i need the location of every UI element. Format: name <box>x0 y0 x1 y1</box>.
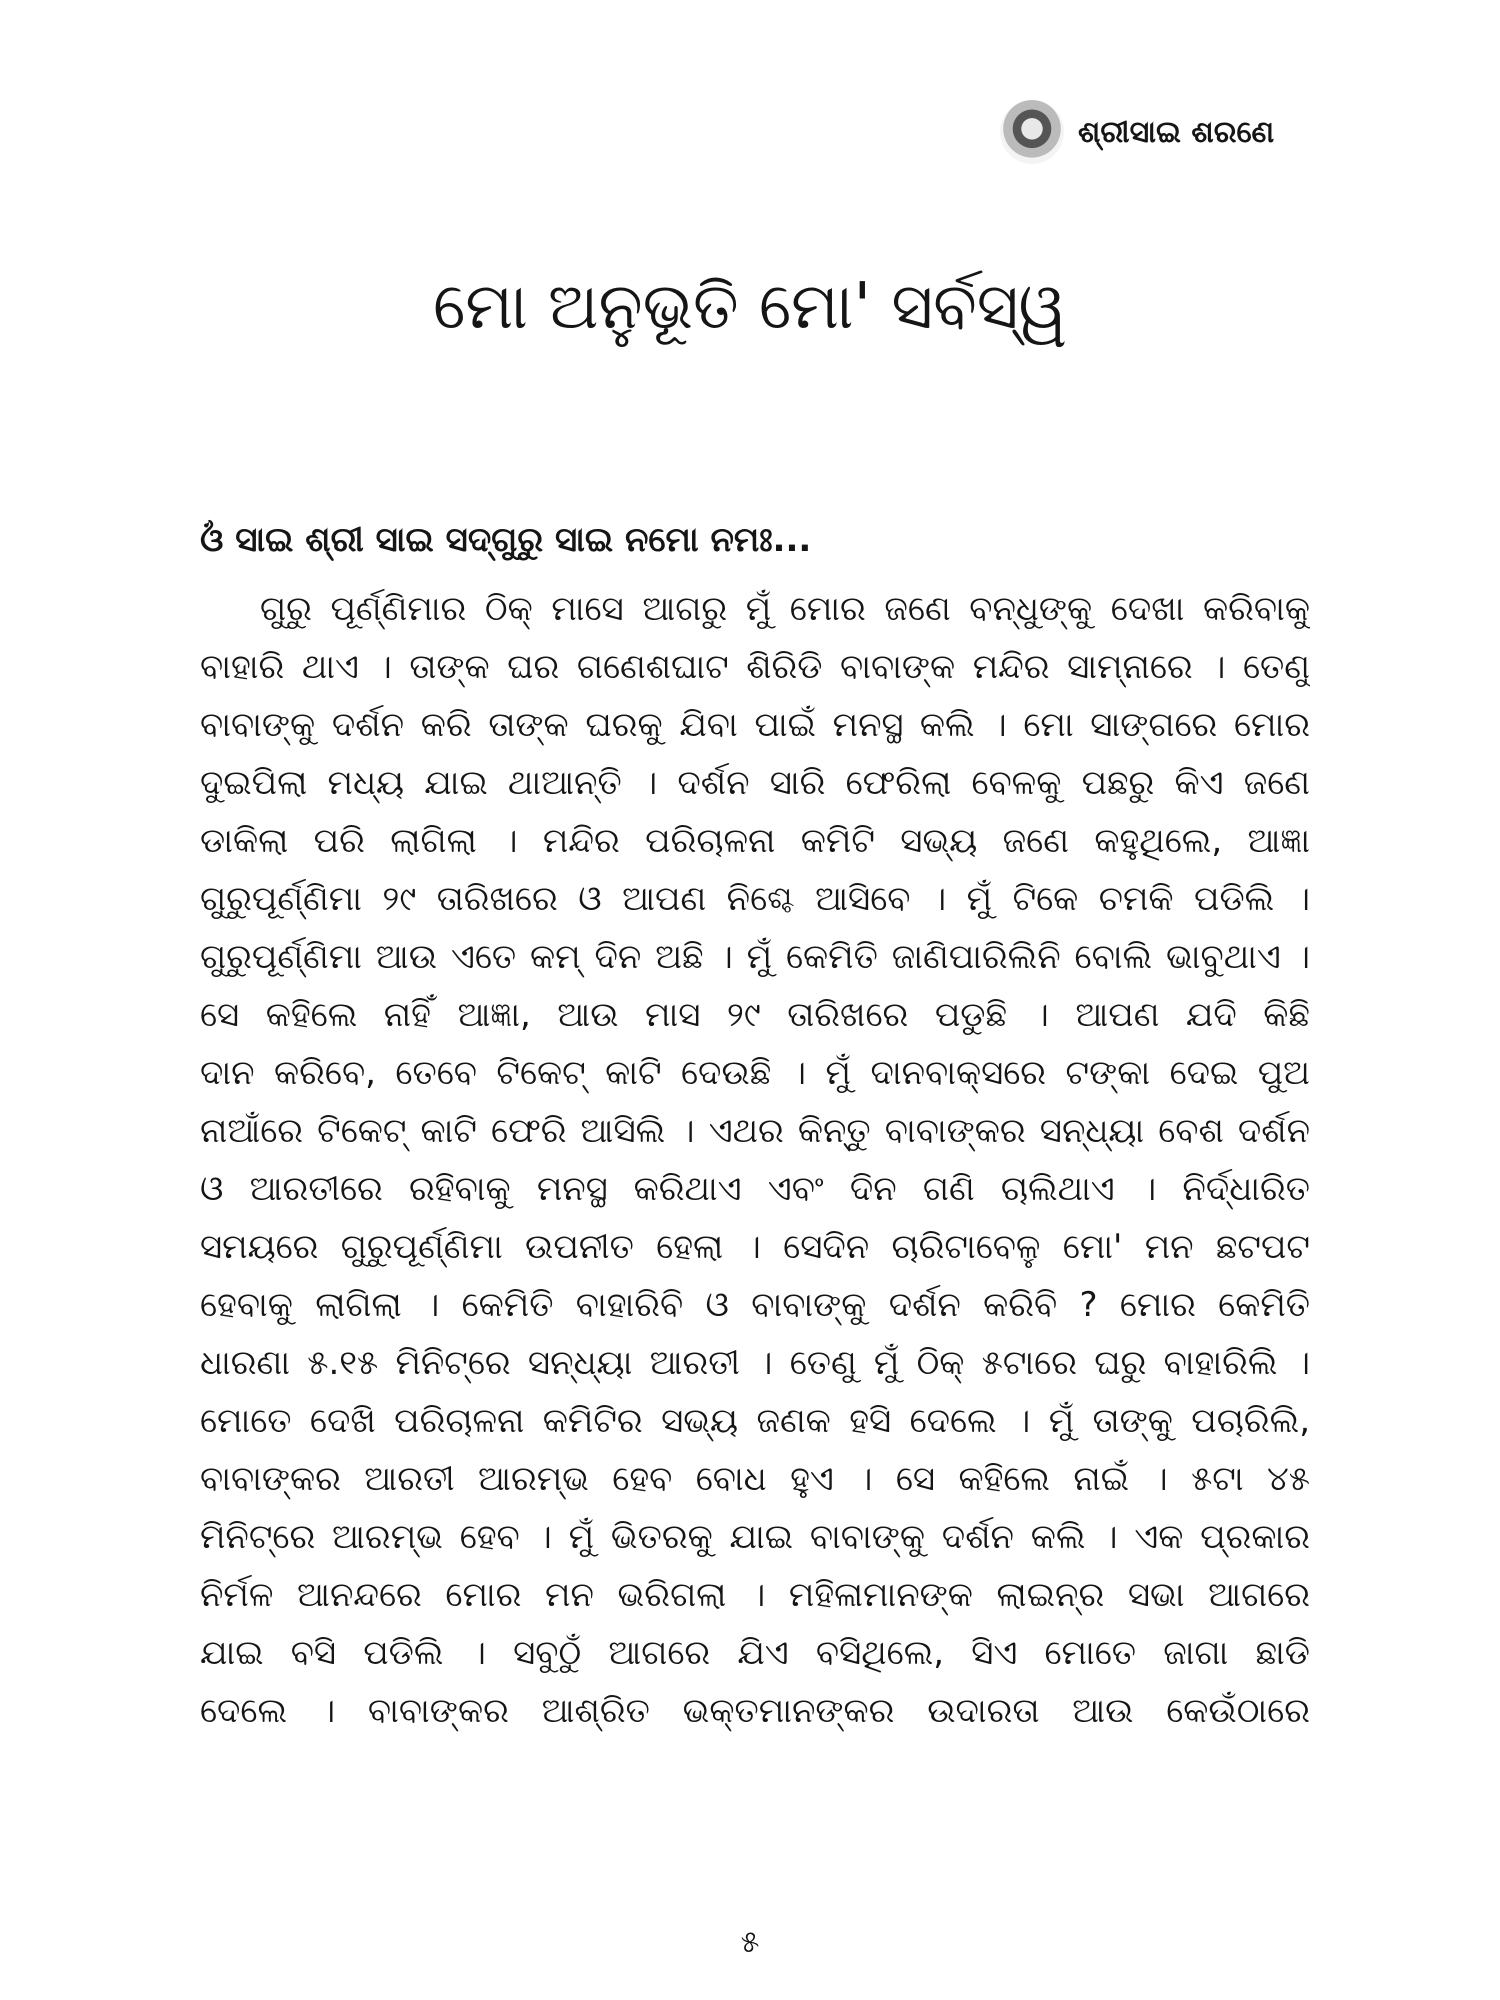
text-line: ଓ ଆରତୀରେ ରହିବାକୁ ମନସ୍ଥ କରିଥାଏ ଏବଂ ଦିନ ଗଣି ଚାଲିଥାଏ । ନିର୍ଦ୍ଧାରିତ <box>200 1169 1310 1209</box>
header-text: ଶ୍ରୀସାଇ ଶରଣେ <box>1078 114 1275 150</box>
text-line: ଗୁରୁପୂର୍ଣ୍ଣିମା ଆଉ ଏତେ କମ୍ ଦିନ ଅଛି । ମୁଁ କେମିତି ଜାଣିପାରିଲିନି ବୋଲି ଭାବୁଥାଏ । <box>200 937 1310 977</box>
text-line: ଯାଇ ବସି ପଡିଲି । ସବୁଠୁଁ ଆଗରେ ଯିଏ ବସିଥିଲେ, ସିଏ ମୋତେ ଜାଗା ଛାଡି <box>200 1633 1310 1673</box>
text-line: ଗୁରୁ ପୂର୍ଣ୍ଣିମାର ଠିକ୍ ମାସେ ଆଗରୁ ମୁଁ ମୋର ଜଣେ ବନ୍ଧୁଙ୍କୁ ଦେଖା କରିବାକୁ <box>260 589 1310 629</box>
invocation-line: ଓଁ ସାଇ ଶ୍ରୀ ସାଇ ସଦ୍‌ଗୁରୁ ସାଇ ନମୋ ନମଃ... <box>200 520 812 560</box>
text-line: ଡାକିଲା ପରି ଲାଗିଲା । ମନ୍ଦିର ପରିଚାଳନା କମିଟି ସଭ୍ୟ ଜଣେ କହୁଥିଲେ, ଆଜ୍ଞା <box>200 821 1310 861</box>
text-line: ହେବାକୁ ଲାଗିଲା । କେମିତି ବାହାରିବି ଓ ବାବାଙ୍କୁ ଦର୍ଶନ କରିବି ? ମୋର କେମିତି <box>200 1285 1310 1325</box>
sai-baba-portrait-icon <box>1000 100 1064 164</box>
text-line: ବାବାଙ୍କର ଆରତୀ ଆରମ୍ଭ ହେବ ବୋଧ ହୁଏ । ସେ କହିଲେ ନାଇଁ । ୫ଟା ୪୫ <box>200 1459 1310 1499</box>
text-line: ସମୟରେ ଗୁରୁପୂର୍ଣ୍ଣିମା ଉପନୀତ ହେଲା । ସେଦିନ ଚାରିଟାବେଳୁ ମୋ' ମନ ଛଟପଟ <box>200 1227 1310 1267</box>
text-line: ଦାନ କରିବେ, ତେବେ ଟିକେଟ୍ କାଟି ଦେଉଛି । ମୁଁ ଦାନବାକ୍ସରେ ଟଙ୍କା ଦେଇ ପୁଅ <box>200 1053 1310 1093</box>
running-header <box>1000 100 1274 164</box>
text-line: ବାବାଙ୍କୁ ଦର୍ଶନ କରି ତାଙ୍କ ଘରକୁ ଯିବା ପାଇଁ ମନସ୍ଥ କଲି । ମୋ ସାଙ୍ଗରେ ମୋର <box>200 705 1310 745</box>
text-line: ସେ କହିଲେ ନାହିଁ ଆଜ୍ଞା, ଆଉ ମାସ ୨୯ ତାରିଖରେ ପଡୁଛି । ଆପଣ ଯଦି କିଛି <box>200 995 1310 1035</box>
text-line: ଦେଲେ । ବାବାଙ୍କର ଆଶ୍ରିତ ଭକ୍ତମାନଙ୍କର ଉଦାରତା ଆଉ କେଉଁଠାରେ <box>200 1691 1310 1731</box>
body-text <box>200 580 1310 1740</box>
page-title: ମୋ ଅନୁଭୂତି ମୋ' ସର୍ବସ୍ୱ <box>433 270 1067 344</box>
text-line: ନାଆଁରେ ଟିକେଟ୍ କାଟି ଫେରି ଆସିଲି । ଏଥର କିନ୍ତୁ ବାବାଙ୍କର ସନ୍ଧ୍ୟା ବେଶ ଦର୍ଶନ <box>200 1111 1310 1151</box>
text-line: ଦୁଇପିଲା ମଧ୍ୟ ଯାଇ ଥାଆନ୍ତି । ଦର୍ଶନ ସାରି ଫେରିଲା ବେଳକୁ ପଛରୁ କିଏ ଜଣେ <box>200 763 1310 803</box>
text-line: ଧାରଣା ୫.୧୫ ମିନିଟ୍‌ରେ ସନ୍ଧ୍ୟା ଆରତୀ । ତେଣୁ ମୁଁ ଠିକ୍ ୫ଟାରେ ଘରୁ ବାହାରିଲି । <box>200 1343 1310 1383</box>
text-line: ନିର୍ମଳ ଆନନ୍ଦରେ ମୋର ମନ ଭରିଗଲା । ମହିଳାମାନଙ୍କ ଲାଇନ୍‌ର ସଭା ଆଗରେ <box>200 1575 1310 1615</box>
text-line: ବାହାରି ଥାଏ । ତାଙ୍କ ଘର ଗଣେଶଘାଟ ଶିରିଡି ବାବାଙ୍କ ମନ୍ଦିର ସାମ୍ନାରେ । ତେଣୁ <box>200 647 1310 687</box>
text-line: ଗୁରୁପୂର୍ଣ୍ଣିମା ୨୯ ତାରିଖରେ ଓ ଆପଣ ନିଶ୍ଚେ ଆସିବେ । ମୁଁ ଟିକେ ଚମକି ପଡିଲି । <box>200 879 1310 919</box>
text-line: ମୋତେ ଦେଖି ପରିଚାଳନା କମିଟିର ସଭ୍ୟ ଜଣକ ହସି ଦେଲେ । ମୁଁ ତାଙ୍କୁ ପଚାରିଲି, <box>200 1401 1310 1441</box>
text-line: ମିନିଟ୍‌ରେ ଆରମ୍ଭ ହେବ । ମୁଁ ଭିତରକୁ ଯାଇ ବାବାଙ୍କୁ ଦର୍ଶନ କଲି । ଏକ ପ୍ରକାର <box>200 1517 1310 1557</box>
page-number: ୫ <box>740 1925 760 1960</box>
